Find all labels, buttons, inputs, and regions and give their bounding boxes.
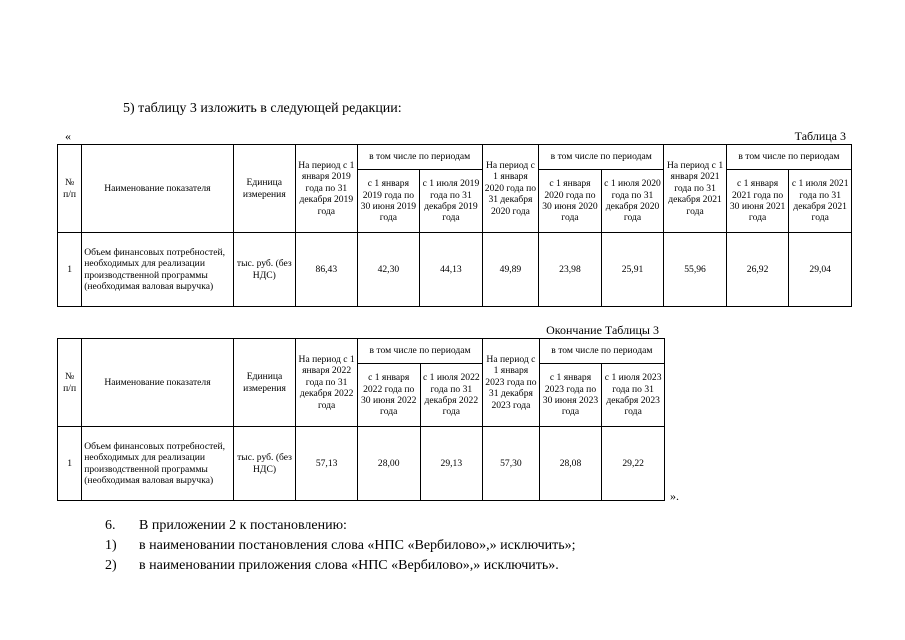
table-3-continuation [57, 338, 665, 501]
value-cell: 86,43 [296, 233, 358, 307]
item-number: 1) [105, 538, 117, 553]
header-subperiods-2023: в том числе по периодам [539, 339, 664, 364]
value-cell: 57,30 [483, 427, 540, 501]
item-text: в наименовании постановления слова «НПС «Вербилово»,» исключить»; [139, 538, 576, 553]
row-number: 1 [58, 233, 82, 307]
table-3 [57, 144, 852, 307]
table-continuation-caption: Окончание Таблицы 3 [546, 323, 659, 337]
value-cell: 49,89 [482, 233, 538, 307]
item-number: 6. [105, 518, 116, 533]
header-h2-2023: с 1 июля 2023 года по 31 декабря 2023 года [602, 364, 665, 427]
header-h1-2022: с 1 января 2022 года по 30 июня 2022 года [357, 364, 420, 427]
header-subperiods-2020: в том числе по периодам [539, 145, 664, 170]
value-cell: 57,13 [296, 427, 358, 501]
opening-quote: « [65, 129, 71, 143]
value-cell: 23,98 [539, 233, 602, 307]
header-h1-2020: с 1 января 2020 года по 30 июня 2020 года [539, 170, 602, 233]
value-cell: 55,96 [664, 233, 727, 307]
intro-text: 5) таблицу 3 изложить в следующей редакции: [123, 101, 402, 116]
closing-quote: ». [670, 489, 679, 503]
header-indicator-name: Наименование показателя [82, 339, 233, 427]
value-cell: 28,08 [539, 427, 602, 501]
value-cell: 29,04 [789, 233, 852, 307]
header-period-2019: На период с 1 января 2019 года по 31 декабря 2019 года [296, 145, 358, 233]
value-cell: 28,00 [357, 427, 420, 501]
row-unit: тыс. руб. (без НДС) [233, 233, 296, 307]
table-row [58, 427, 665, 501]
value-cell: 42,30 [357, 233, 420, 307]
header-number: № п/п [58, 339, 82, 427]
row-number: 1 [58, 427, 82, 501]
header-h1-2023: с 1 января 2023 года по 30 июня 2023 года [539, 364, 602, 427]
header-h2-2019: с 1 июля 2019 года по 31 декабря 2019 года [420, 170, 483, 233]
table-row [58, 233, 852, 307]
header-period-2023: На период с 1 января 2023 года по 31 декабря 2023 года [483, 339, 540, 427]
value-cell: 25,91 [601, 233, 664, 307]
header-h2-2022: с 1 июля 2022 года по 31 декабря 2022 года [420, 364, 483, 427]
value-cell: 26,92 [726, 233, 789, 307]
header-unit: Единица измерения [233, 339, 296, 427]
header-h2-2021: с 1 июля 2021 года по 31 декабря 2021 года [789, 170, 852, 233]
item-text: В приложении 2 к постановлению: [139, 518, 347, 533]
header-unit: Единица измерения [233, 145, 296, 233]
header-h2-2020: с 1 июля 2020 года по 31 декабря 2020 года [601, 170, 664, 233]
row-indicator-name: Объем финансовых потребностей, необходимых для реализации производственной программы (необходимая валовая выручка) [82, 427, 233, 501]
header-h1-2021: с 1 января 2021 года по 30 июня 2021 года [726, 170, 789, 233]
header-subperiods-2022: в том числе по периодам [357, 339, 482, 364]
header-subperiods-2021: в том числе по периодам [726, 145, 851, 170]
value-cell: 29,13 [420, 427, 483, 501]
value-cell: 29,22 [602, 427, 665, 501]
header-number: № п/п [58, 145, 82, 233]
row-unit: тыс. руб. (без НДС) [233, 427, 296, 501]
header-h1-2019: с 1 января 2019 года по 30 июня 2019 года [357, 170, 420, 233]
value-cell: 44,13 [420, 233, 483, 307]
header-period-2022: На период с 1 января 2022 года по 31 декабря 2022 года [296, 339, 358, 427]
item-number: 2) [105, 558, 117, 573]
header-period-2020: На период с 1 января 2020 года по 31 декабря 2020 года [482, 145, 538, 233]
header-period-2021: На период с 1 января 2021 года по 31 декабря 2021 года [664, 145, 727, 233]
table-caption: Таблица 3 [794, 129, 846, 143]
item-text: в наименовании приложения слова «НПС «Вербилово»,» исключить». [139, 558, 559, 573]
row-indicator-name: Объем финансовых потребностей, необходимых для реализации производственной программы (необходимая валовая выручка) [82, 233, 233, 307]
header-indicator-name: Наименование показателя [82, 145, 233, 233]
header-subperiods-2019: в том числе по периодам [357, 145, 482, 170]
